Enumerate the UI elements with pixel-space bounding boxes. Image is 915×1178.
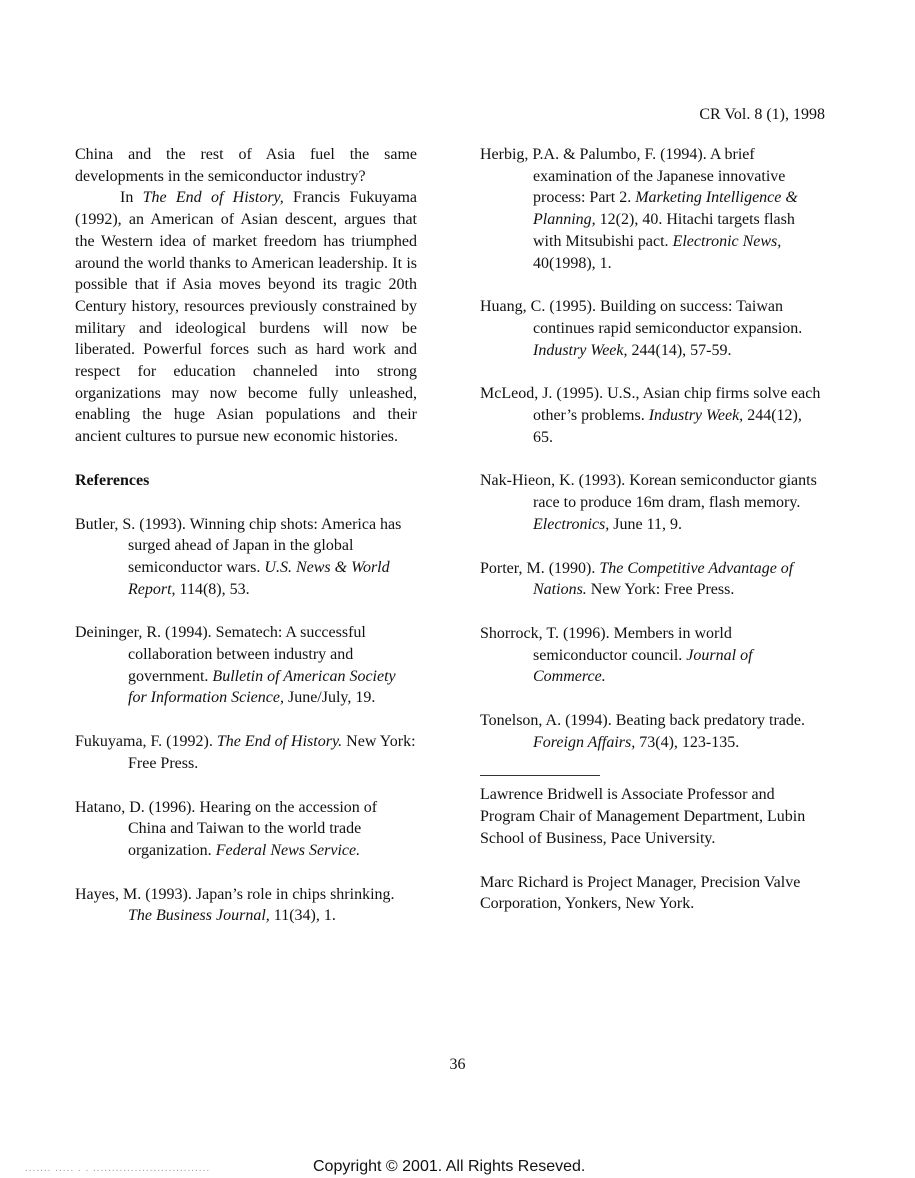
body-paragraph-1: China and the rest of Asia fuel the same developments in the semiconductor industry? (75, 146, 417, 185)
ref-text: Porter, M. (1990). (480, 559, 600, 577)
ref-source: The End of History. (216, 733, 343, 751)
ref-text: Huang, C. (1995). Building on success: Taiwan continues rapid semiconductor expansion. (480, 298, 803, 337)
ref-text: Fukuyama, F. (1992). (75, 733, 217, 751)
reference-item (75, 622, 417, 709)
ref-tail: June/July, 19. (283, 689, 376, 707)
ref-text: Herbig, P.A. & Palumbo, F. (1994). A brief examination of the Japanese innovative process: Part 2. (480, 146, 786, 207)
ref-text: Deininger, R. (1994). Sematech: A successful collaboration between industry and government. (75, 624, 366, 685)
ref-source: Federal News Service. (215, 841, 361, 859)
reference-item (480, 470, 822, 535)
right-column (480, 144, 822, 937)
ref-tail: New York: Free Press. (128, 733, 416, 772)
copyright-notice: Copyright © 2001. All Rights Reseved. (313, 1158, 586, 1175)
ref-text: Shorrock, T. (1996). Members in world semiconductor council. (480, 624, 732, 664)
ref-text: Nak-Hieon, K. (1993). Korean semiconductor giants race to produce 16m dram, flash memory. (480, 472, 817, 512)
ref-tail: June 11, 9. (609, 515, 683, 533)
ref-source: Foreign Affairs, (533, 733, 636, 751)
author-bio-1: Lawrence Bridwell is Associate Professor and Program Chair of Management Department, Lubin School of Business, Pace University. (480, 786, 806, 847)
reference-item (480, 710, 822, 753)
reference-item (75, 884, 417, 927)
ref-source: Marketing Intelligence & Planning, (533, 189, 798, 229)
para2-text: Francis Fukuyama (1992), an American of Asian descent, argues that the Western idea of market freedom has triumphed around the world thanks to American leadership. It is possible that if Asia moves beyond its tragic 20th Century history, resources previously constrained by military and ideological burdens will now be liberated. Powerful forces such as hard work and respect for education channeled into strong organizations may now become fully unleashed, enabling the huge Asian populations and their ancient cultures to pursue new economic histories. (75, 189, 417, 446)
footer-dotted-rule: ....... ..... . . ............................... (25, 1163, 211, 1174)
reference-item (480, 296, 822, 361)
ref-tail: 114(8), 53. (175, 580, 250, 598)
ref-tail: 244(12), 65. (533, 407, 802, 446)
ref-text: Hatano, D. (1996). Hearing on the accession of China and Taiwan to the world trade organization. (75, 798, 378, 859)
reference-item (480, 623, 822, 688)
para2-prefix: In (120, 189, 143, 207)
journal-header: CR Vol. 8 (1), 1998 (699, 106, 825, 123)
page-number: 36 (449, 1056, 466, 1073)
left-column (75, 144, 417, 949)
body-paragraph-2 (75, 187, 417, 447)
footer (25, 1158, 895, 1176)
ref-tail: 244(14), 57-59. (627, 341, 732, 359)
ref-source: The Competitive Advantage of Nations. (533, 559, 794, 599)
references-heading: References (75, 471, 150, 489)
reference-item (480, 144, 822, 274)
para2-title: The End of History, (142, 189, 284, 207)
ref-source: The Business Journal, (128, 907, 270, 925)
bio-divider (480, 775, 600, 776)
reference-item (75, 514, 417, 601)
ref-text: Hayes, M. (1993). Japan’s role in chips shrinking. (75, 885, 395, 903)
ref-source: U.S. News & World Report, (128, 558, 390, 598)
ref-tail-2: 40(1998), 1. (533, 254, 612, 272)
reference-item (75, 731, 417, 774)
reference-item (480, 383, 822, 448)
ref-tail: 11(34), 1. (269, 907, 336, 925)
ref-source: Electronics, (533, 515, 610, 533)
ref-tail: New York: Free Press. (586, 581, 735, 599)
ref-source: Journal of Commerce. (533, 646, 753, 686)
ref-tail: 73(4), 123-135. (635, 733, 740, 751)
ref-source-2: Electronic News, (672, 232, 782, 250)
ref-source: Industry Week, (533, 341, 628, 359)
reference-item (480, 558, 822, 601)
ref-tail: 12(2), 40. Hitachi targets flash with Mitsubishi pact. (533, 211, 795, 250)
reference-item (75, 797, 417, 862)
author-bio-2: Marc Richard is Project Manager, Precision Valve Corporation, Yonkers, New York. (480, 873, 801, 913)
ref-source: Industry Week, (648, 407, 744, 425)
ref-text: McLeod, J. (1995). U.S., Asian chip firms solve each other’s problems. (480, 385, 821, 425)
ref-text: Butler, S. (1993). Winning chip shots: America has surged ahead of Japan in the global semiconductor wars. (75, 515, 402, 576)
ref-source: Bulletin of American Society for Information Science, (128, 667, 396, 707)
ref-text: Tonelson, A. (1994). Beating back predatory trade. (480, 712, 806, 730)
